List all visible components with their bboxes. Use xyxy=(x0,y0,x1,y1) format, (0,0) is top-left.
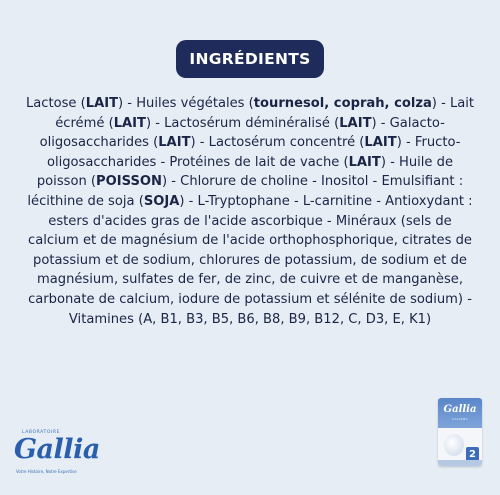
pack-illustration xyxy=(444,434,464,456)
logo-tagline: Votre Histoire, Notre Expertise xyxy=(16,469,77,474)
pack-brand: Gallia xyxy=(443,404,477,415)
ingredient-text: ) - Lait écrémé ( xyxy=(55,96,475,131)
page-title: INGRÉDIENTS xyxy=(189,50,311,68)
ingredient-text: ) - Lactosérum déminéralisé ( xyxy=(145,115,340,131)
allergen-text: POISSON xyxy=(96,174,163,190)
pack-stage-badge: 2 xyxy=(466,447,479,462)
ingredient-text: ) - Fructo-oligosaccharides - Protéines de lait de vache ( xyxy=(46,135,461,170)
ingredients-list xyxy=(22,94,478,329)
allergen-text: LAIT xyxy=(339,115,372,131)
logo-lab-text: LABORATOIRE xyxy=(22,430,61,435)
ingredient-text: Lactose ( xyxy=(25,96,86,111)
product-pack-image xyxy=(438,398,482,466)
ingredient-text: ) - Huile de poisson ( xyxy=(36,154,454,190)
allergen-text: LAIT xyxy=(364,135,397,151)
allergen-text: tournesol, coprah, colza xyxy=(253,96,432,111)
ingredient-text: ) - Chlorure de choline - Inositol - Emulsifiant : lécithine de soja ( xyxy=(27,174,464,209)
allergen-text: LAIT xyxy=(348,154,381,170)
allergen-text: SOJA xyxy=(143,193,180,209)
allergen-text: LAIT xyxy=(85,96,119,111)
allergen-text: LAIT xyxy=(158,135,191,151)
pack-bottom-band xyxy=(438,460,482,466)
ingredients-header xyxy=(176,40,324,78)
ingredient-text: ) - Galacto-oligosaccharides ( xyxy=(39,115,445,151)
gallia-logo xyxy=(14,430,100,485)
pack-subtitle: CALISMA xyxy=(451,417,469,421)
ingredient-text: ) - Huiles végétales ( xyxy=(118,96,254,111)
allergen-text: LAIT xyxy=(113,115,146,131)
ingredient-text: ) - Lactosérum concentré ( xyxy=(190,135,365,151)
logo-brand-name: Gallia xyxy=(14,434,100,465)
ingredient-text: ) - L-Tryptophane - L-carnitine - Antioxydant : esters d'acides gras de l'acide ascorbique - Minéraux (sels de calcium et de magnésium de l'acide orthophosphorique, citrates de potassium et de sodium, chlorures de potassium, de sodium et de magnésium, sulfates de fer, de zinc, de cuivre et de manganèse, carbonate de calcium, iodure de potassium et sélénite de sodium) - Vitamines (A, B1, B3, B5, B6, B8, B9, B12, C, D3, E, K1) xyxy=(28,193,473,327)
